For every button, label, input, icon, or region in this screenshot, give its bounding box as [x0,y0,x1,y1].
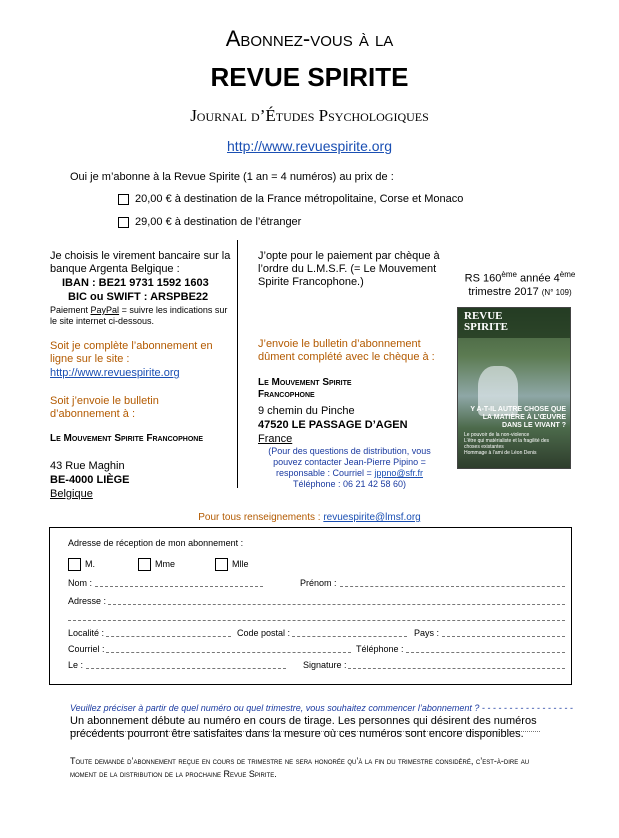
header-url[interactable]: http://www.revuespirite.org [227,138,392,154]
address-form [49,527,572,685]
label-pays: Pays : [414,628,440,638]
info-line: Pour tous renseignements : revuespirite@lmsf.org [198,512,421,523]
start-question: Veuillez préciser à partir de quel numéro ou quel trimestre, vous souhaitez commencer l’abonnement ? - - - - - - - - - - - - - - - - - [70,703,573,713]
title-option-mlle[interactable]: Mlle [215,558,249,571]
nom-field[interactable] [95,586,263,587]
localite-field[interactable] [106,636,231,637]
middle-cheque: J’opte pour le paiement par chèque à l’ordre du L.M.S.F. (= Le Mouvement Spirite Francophone.) [258,250,440,288]
title-option-mme[interactable]: Mme [138,558,175,571]
label-telephone: Téléphone : [356,644,404,654]
left-city: BE-4000 LIÈGE [50,474,130,486]
offer-intro: Oui je m’abonne à la Revue Spirite (1 an = 4 numéros) au prix de : [70,171,394,183]
distribution-email[interactable]: jppno@sfr.fr [374,468,423,478]
left-street: 43 Rue Maghin [50,460,125,472]
adresse-field[interactable] [108,604,565,605]
header-subscribe: Abonnez-vous à la [225,26,394,51]
paypal-link[interactable]: PayPal [90,305,120,315]
label-prenom: Prénom : [300,578,337,588]
label-nom: Nom : [68,578,93,588]
checkbox[interactable] [138,558,151,571]
cover-headline: Y A-T-IL AUTRE CHOSE QUE LA MATIÈRE À L’ŒUVRE DANS LE VIVANT ? [470,406,566,429]
left-virement: Je choisis le virement bancaire sur la banque Argenta Belgique : [50,250,231,275]
middle-send: J’envoie le bulletin d’abonnement dûment complété avec le chèque à : [258,338,435,363]
cover-image [457,307,571,469]
telephone-field[interactable] [406,652,565,653]
left-online-url[interactable]: http://www.revuespirite.org [50,367,180,379]
code-postal-field[interactable] [292,636,407,637]
left-country: Belgique [50,488,93,500]
header-journal: Journal d’Études Psychologiques [190,106,429,125]
cover-subtitles: Le pouvoir de la non-violence L’être qui matérialiste et la fragilité des choses existantes Hommage à l’ami de Léon Denis [464,432,550,456]
paypal-note: Paiement PayPal = suivre les indications sur le site internet ci-dessous. [50,305,228,326]
left-org: Le Mouvement Spirite Francophone [50,433,204,444]
cover-issue-info: RS 160ème année 4ème trimestre 2017 (N° 109) [464,270,576,298]
checkbox[interactable] [118,194,129,205]
middle-org: Le Mouvement Spirite Francophone [258,377,352,400]
label-localite: Localité : [68,628,105,638]
title-option-m[interactable]: M. [68,558,95,571]
date-field[interactable] [86,668,286,669]
signature-field[interactable] [348,668,565,669]
left-online: Soit je complète l’abonnement en ligne sur le site : [50,340,213,365]
distribution-contact: (Pour des questions de distribution, vous pouvez contacter Jean-Pierre Pipino = responsable : Courriel = jppno@sfr.fr Téléphone : 06 21 42 58 60) [268,446,431,489]
pays-field[interactable] [442,636,565,637]
iban: IBAN : BE21 9731 1592 1603 [62,277,209,289]
prenom-field[interactable] [340,586,565,587]
adresse-field-2[interactable] [68,620,565,621]
form-title: Adresse de réception de mon abonnement : [68,538,244,548]
offer-option-abroad[interactable]: 29,00 € à destination de l’étranger [118,216,301,228]
left-send: Soit j’envoie le bulletin d’abonnement à : [50,395,159,420]
subscription-note: Un abonnement débute au numéro en cours de tirage. Les personnes qui désirent des numéros précédents pourront être satisfaites dans la mesure où ces numéros sont encore disponibles. [70,715,537,740]
middle-country: France [258,433,293,445]
bic: BIC ou SWIFT : ARSPBE22 [68,291,209,303]
checkbox[interactable] [68,558,81,571]
label-courriel: Courriel : [68,644,105,654]
label-le: Le : [68,660,84,670]
cover-title: REVUE SPIRITE [464,310,509,333]
checkbox[interactable] [215,558,228,571]
label-signature: Signature : [303,660,347,670]
checkbox[interactable] [118,217,129,228]
label-adresse: Adresse : [68,596,107,606]
middle-street: 9 chemin du Pinche [258,405,355,417]
subscription-warning: Toute demande d’abonnement reçue en cours de trimestre ne sera honorée qu’à la fin du trimestre considéré, c’est-à-dire au moment de la distribution de la prochaine Revue Spirite. [70,756,530,779]
label-code-postal: Code postal : [237,628,291,638]
courriel-field[interactable] [106,652,351,653]
header-title: REVUE SPIRITE [210,62,409,92]
info-email[interactable]: revuespirite@lmsf.org [323,512,421,523]
middle-city: 47520 LE PASSAGE D’AGEN [258,419,408,431]
column-divider [237,240,238,488]
offer-option-france[interactable]: 20,00 € à destination de la France métropolitaine, Corse et Monaco [118,193,463,205]
